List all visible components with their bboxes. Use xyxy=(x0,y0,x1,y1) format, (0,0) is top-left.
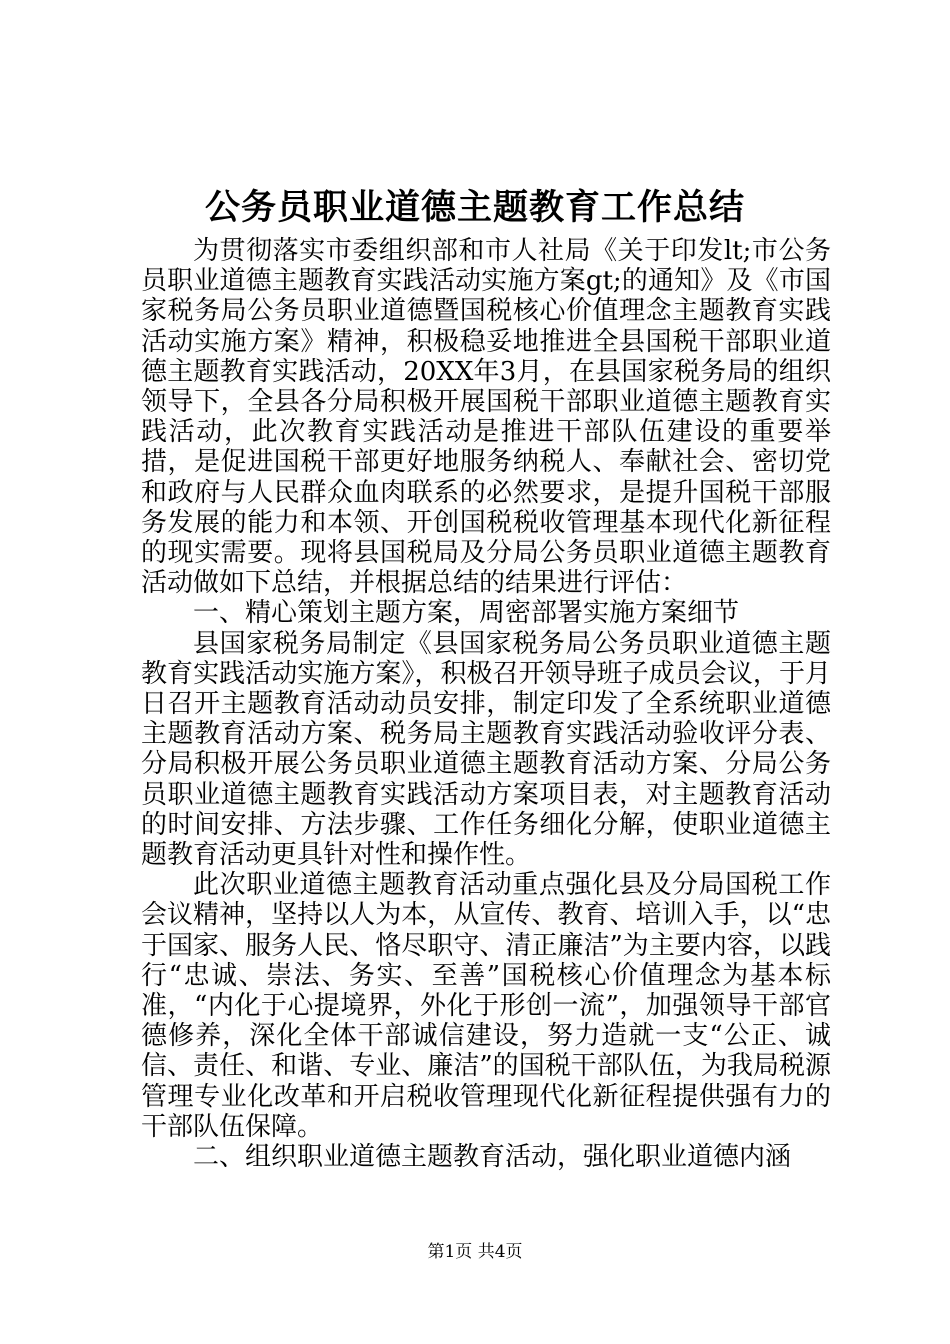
document-title: 公务员职业道德主题教育工作总结 xyxy=(204,187,745,228)
paragraph-plan: 县国家税务局制定《县国家税务局公务员职业道德主题教育实践活动实施方案》，积极召开领导班子成员会议，于月日召开主题教育活动动员安排，制定印发了全系统职业道德主题教育活动方案、税务局主题教育实践活动验收评分表、分局积极开展公务员职业道德主题教育活动方案、分局公务员职业道德主题教育实践活动方案项目表，对主题教育活动的时间安排、方法步骤、工作任务细化分解，使职业道德主题教育活动更具针对性和操作性。 xyxy=(141,628,831,871)
paragraph-focus: 此次职业道德主题教育活动重点强化县及分局国税工作会议精神，坚持以人为本，从宣传、教育、培训入手，以“忠于国家、服务人民、恪尽职守、清正廉洁”为主要内容，以践行“忠诚、崇法、务实、至善”国税核心价值理念为基本标准，“内化于心提境界，外化于形创一流”，加强领导干部官德修养，深化全体干部诚信建设，努力造就一支“公正、诚信、责任、和谐、专业、廉洁”的国税干部队伍，为我局税源管理专业化改革和开启税收管理现代化新征程提供强有力的干部队伍保障。 xyxy=(141,870,831,1142)
paragraph-intro: 为贯彻落实市委组织部和市人社局《关于印发lt;市公务员职业道德主题教育实践活动实施方案gt;的通知》及《市国家税务局公务员职业道德暨国税核心价值理念主题教育实践活动实施方案》精神，积极稳妥地推进全县国税干部职业道德主题教育实践活动，20XX年3月，在县国家税务局的组织领导下，全县各分局积极开展国税干部职业道德主题教育实践活动，此次教育实践活动是推进干部队伍建设的重要举措，是促进国税干部更好地服务纳税人、奉献社会、密切党和政府与人民群众血肉联系的必然要求，是提升国税干部服务发展的能力和本领、开创国税税收管理基本现代化新征程的现实需要。现将县国税局及分局公务员职业道德主题教育活动做如下总结，并根据总结的结果进行评估： xyxy=(141,236,831,599)
section-heading-2: 二、组织职业道德主题教育活动，强化职业道德内涵 xyxy=(193,1142,792,1173)
page-number: 第1页 共4页 xyxy=(427,1242,523,1262)
document-body xyxy=(141,236,831,1172)
section-heading-1: 一、精心策划主题方案，周密部署实施方案细节 xyxy=(193,598,740,629)
